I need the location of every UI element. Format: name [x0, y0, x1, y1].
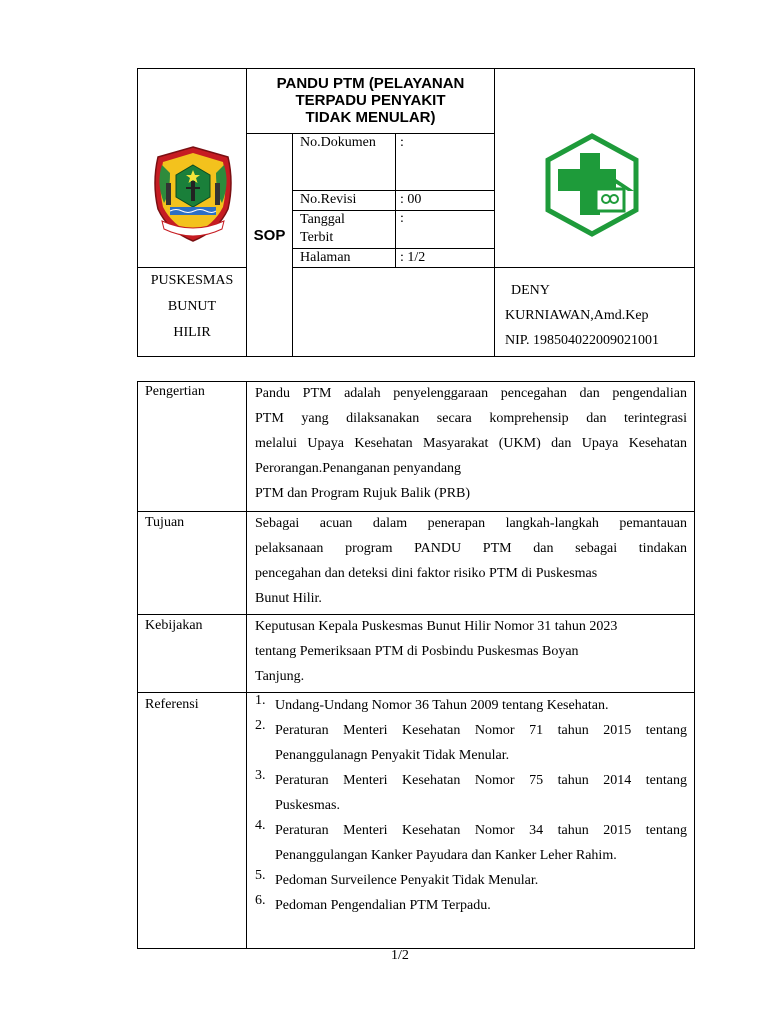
- reference-number: 1.: [255, 693, 266, 708]
- label-line: Tanggal: [300, 212, 345, 227]
- organization-name: [138, 268, 246, 346]
- content-line: PTM dan Program Rujuk Balik (PRB): [255, 486, 471, 501]
- field-no-revisi-label: No.Revisi: [300, 192, 357, 207]
- section-content-referensi: [255, 693, 687, 918]
- reference-line: Pedoman Pengendalian PTM Terpadu.: [275, 898, 491, 913]
- title-line: PANDU PTM (PELAYANAN: [276, 75, 465, 92]
- content-line: pelaksanaan program PANDU PTM dan sebagai tindakan: [255, 541, 687, 556]
- title-line: TERPADU PENYAKIT: [295, 92, 446, 109]
- section-label-kebijakan: Kebijakan: [145, 618, 203, 633]
- org-line: BUNUT: [167, 299, 217, 314]
- reference-line: Peraturan Menteri Kesehatan Nomor 71 tahun 2015 tentang: [275, 723, 687, 738]
- reference-number: 3.: [255, 768, 266, 783]
- signatory-name-line1: DENY: [511, 283, 550, 298]
- section-content-kebijakan: [255, 614, 687, 689]
- reference-number: 5.: [255, 868, 266, 883]
- content-line: Sebagai acuan dalam penerapan langkah-langkah pemantauan: [255, 516, 687, 531]
- reference-line: Peraturan Menteri Kesehatan Nomor 75 tahun 2014 tentang: [275, 773, 687, 788]
- reference-number: 4.: [255, 818, 266, 833]
- reference-item: [255, 693, 687, 718]
- label-line: Terbit: [300, 230, 334, 245]
- content-line: tentang Pemeriksaan PTM di Posbindu Puskesmas Boyan: [255, 644, 579, 659]
- content-line: pencegahan dan deteksi dini faktor risiko PTM di Puskesmas: [255, 566, 598, 581]
- reference-line: Penanggulangan Kanker Payudara dan Kanker Leher Rahim.: [275, 848, 617, 863]
- reference-item: [255, 868, 687, 893]
- reference-item: [255, 718, 687, 768]
- reference-item: [255, 893, 687, 918]
- content-line: PTM yang dilaksanakan secara komprehensip dan terintegrasi: [255, 411, 687, 426]
- reference-line: Peraturan Menteri Kesehatan Nomor 34 tahun 2015 tentang: [275, 823, 687, 838]
- page-number: 1/2: [391, 948, 409, 963]
- reference-line: Pedoman Surveilence Penyakit Tidak Menular.: [275, 873, 539, 888]
- section-content-tujuan: [255, 511, 687, 611]
- signatory: [505, 278, 659, 353]
- content-line: Keputusan Kepala Puskesmas Bunut Hilir Nomor 31 tahun 2023: [255, 619, 618, 634]
- field-halaman-value: : 1/2: [400, 250, 426, 265]
- field-no-revisi-value: : 00: [400, 192, 422, 207]
- content-line: Bunut Hilir.: [255, 591, 322, 606]
- puskesmas-logo-icon: [544, 133, 640, 237]
- org-line: HILIR: [173, 325, 211, 340]
- signatory-name-line2: KURNIAWAN,Amd.Kep: [505, 308, 649, 323]
- section-label-tujuan: Tujuan: [145, 515, 185, 530]
- field-no-dokumen-value: :: [400, 135, 404, 150]
- document-title: [247, 75, 494, 126]
- content-line: melalui Upaya Kesehatan Masyarakat (UKM) dan Upaya Kesehatan: [255, 436, 687, 451]
- org-line: PUSKESMAS: [150, 273, 234, 288]
- reference-line: Penanggulanagn Penyakit Tidak Menular.: [275, 748, 510, 763]
- signatory-nip: NIP. 198504022009021001: [505, 333, 660, 348]
- reference-line: Undang-Undang Nomor 36 Tahun 2009 tentang Kesehatan.: [275, 698, 609, 713]
- kapuas-hulu-emblem-icon: [148, 143, 238, 247]
- reference-number: 2.: [255, 718, 266, 733]
- content-line: Tanjung.: [255, 669, 305, 684]
- section-label-pengertian: Pengertian: [145, 384, 205, 399]
- reference-item: [255, 818, 687, 868]
- reference-line: Puskesmas.: [275, 798, 340, 813]
- section-label-referensi: Referensi: [145, 697, 199, 712]
- reference-item: [255, 768, 687, 818]
- content-line: Pandu PTM adalah penyelenggaraan pencegahan dan pengendalian: [255, 386, 687, 401]
- field-no-dokumen-label: No.Dokumen: [300, 135, 376, 150]
- field-halaman-label: Halaman: [300, 250, 351, 265]
- title-line: TIDAK MENULAR): [305, 109, 436, 126]
- field-tanggal-terbit-label: [300, 211, 345, 247]
- content-line: Perorangan.Penanganan penyandang: [255, 461, 462, 476]
- reference-number: 6.: [255, 893, 266, 908]
- section-content-pengertian: [255, 381, 687, 506]
- field-tanggal-terbit-value: :: [400, 211, 404, 226]
- sop-label: SOP: [253, 227, 286, 244]
